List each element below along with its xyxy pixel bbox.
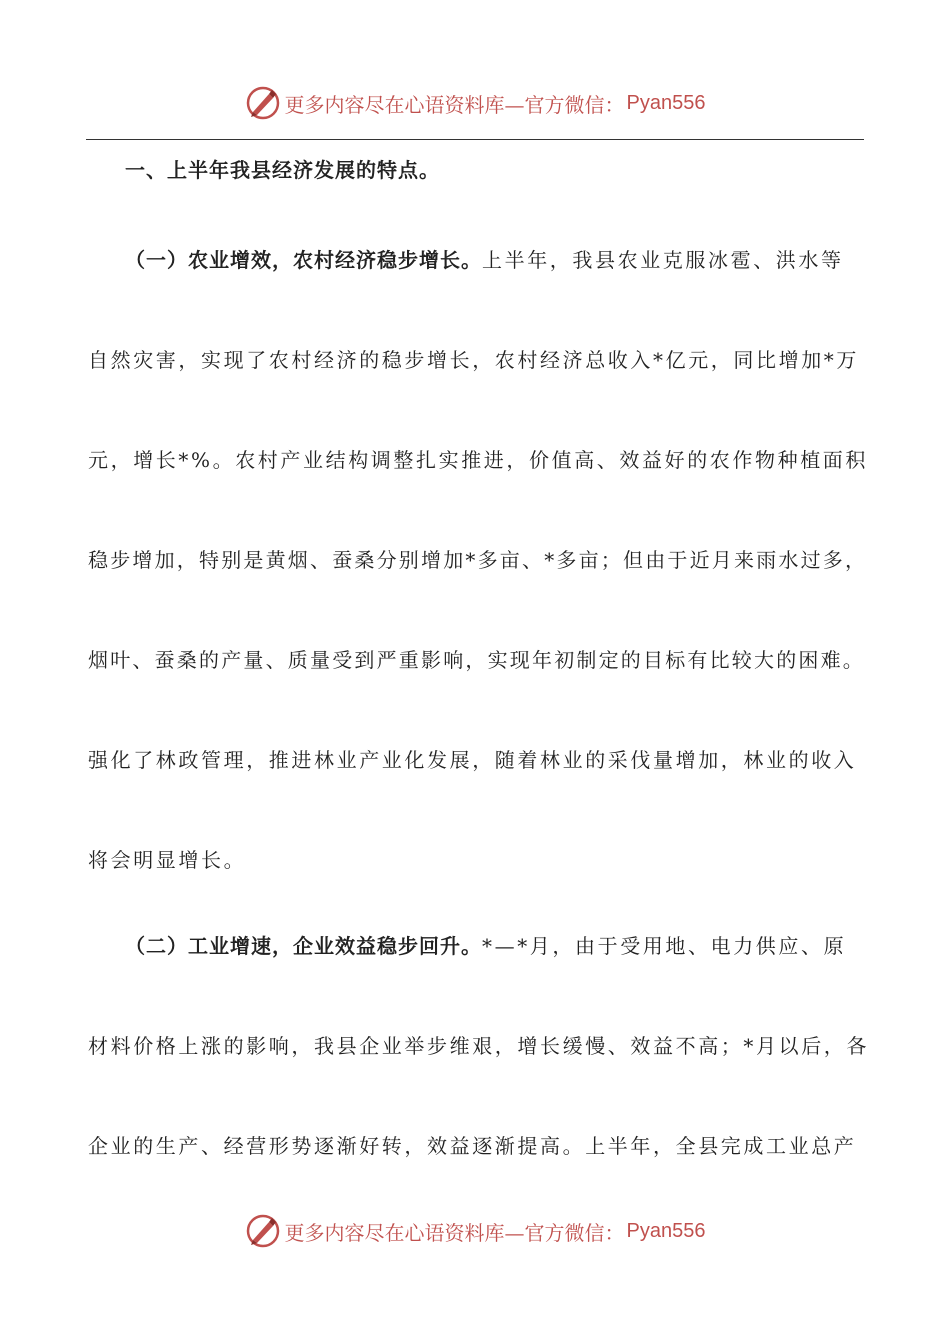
paragraph2-line2: 材料价格上涨的影响，我县企业举步维艰，增长缓慢、效益不高；*月以后，各 xyxy=(88,1034,869,1058)
banner-wechat-id: Pyan556 xyxy=(626,1219,706,1242)
paragraph2-lead: （二）工业增速，企业效益稳步回升。 xyxy=(125,934,482,958)
pen-logo-icon xyxy=(245,85,281,121)
paragraph1-line6: 强化了林政管理，推进林业产业化发展，随着林业的采伐量增加，林业的收入 xyxy=(88,748,857,772)
paragraph2-line1-text: *—*月，由于受用地、电力供应、原 xyxy=(482,934,847,958)
paragraph2-line1 xyxy=(125,930,846,959)
section-heading: 一、上半年我县经济发展的特点。 xyxy=(125,158,440,182)
header-banner xyxy=(0,78,950,128)
banner-text: 更多内容尽在心语资料库—官方微信： xyxy=(284,92,625,117)
paragraph1-line4: 稳步增加，特别是黄烟、蚕桑分别增加*多亩、*多亩；但由于近月来雨水过多， xyxy=(88,548,868,572)
paragraph1-line5: 烟叶、蚕桑的产量、质量受到严重影响，实现年初制定的目标有比较大的困难。 xyxy=(88,648,865,672)
banner-text: 更多内容尽在心语资料库—官方微信： xyxy=(284,1220,625,1245)
footer-banner xyxy=(0,1206,950,1256)
paragraph2-line3: 企业的生产、经营形势逐渐好转，效益逐渐提高。上半年，全县完成工业总产 xyxy=(88,1134,857,1158)
paragraph1-line7: 将会明显增长。 xyxy=(88,848,247,872)
paragraph1-line2: 自然灾害，实现了农村经济的稳步增长，农村经济总收入*亿元，同比增加*万 xyxy=(88,348,859,372)
paragraph1-lead: （一）农业增效，农村经济稳步增长。 xyxy=(125,248,482,272)
paragraph1-line1 xyxy=(125,244,844,273)
paragraph1-line3: 元，增长*%。农村产业结构调整扎实推进，价值高、效益好的农作物种植面积 xyxy=(88,448,869,472)
paragraph1-line1-text: 上半年，我县农业克服冰雹、洪水等 xyxy=(482,248,844,272)
pen-logo-icon xyxy=(245,1213,281,1249)
banner-wechat-id: Pyan556 xyxy=(626,91,706,114)
header-divider xyxy=(86,139,864,140)
